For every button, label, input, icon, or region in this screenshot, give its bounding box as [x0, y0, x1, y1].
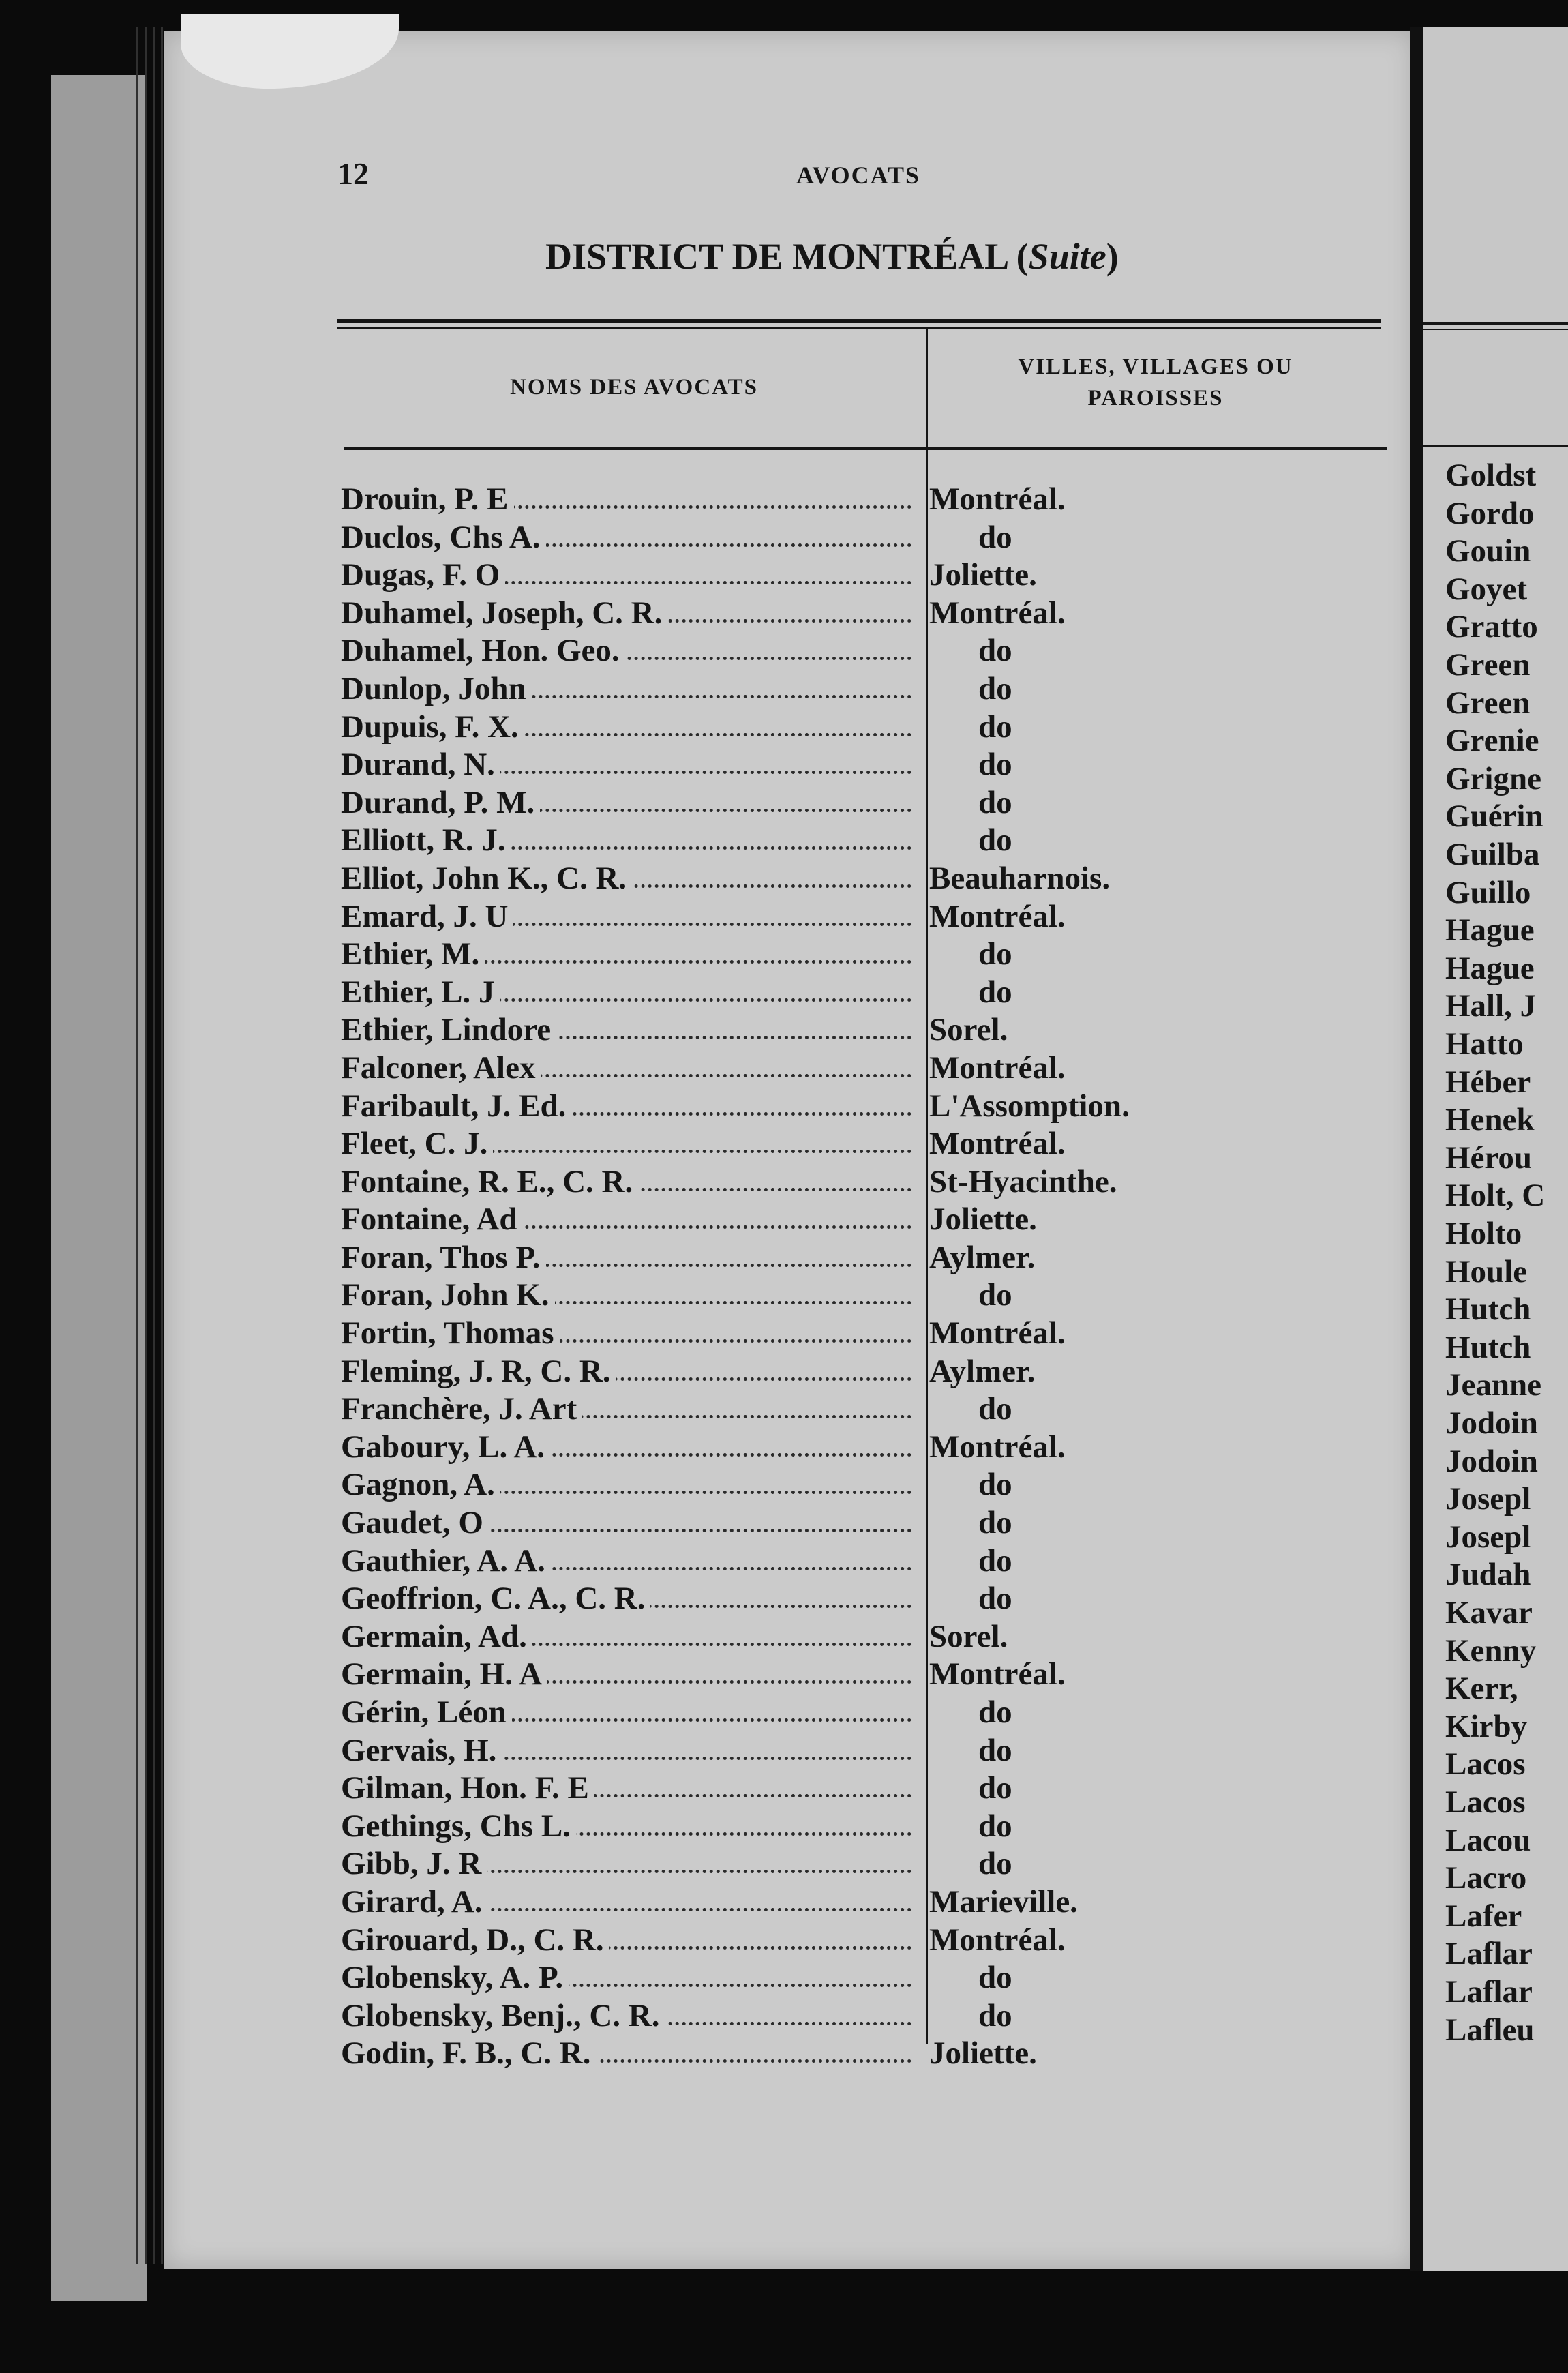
place-name: do [978, 633, 1012, 669]
place-name: Montréal. [929, 1315, 1066, 1352]
lawyer-name-cell [341, 1580, 924, 1617]
lawyer-name: Falconer, Alex [341, 1050, 541, 1086]
lawyer-name-cell [341, 746, 924, 783]
place-name: do [978, 822, 1012, 859]
lawyer-name: Ethier, Lindore [341, 1012, 556, 1047]
right-page-fragment: Kirby [1445, 1708, 1528, 1744]
lawyer-name-cell [341, 1049, 924, 1087]
column-header-places-line2: PAROISSES [1087, 386, 1224, 411]
table-row [341, 1011, 1254, 1049]
right-page-fragment: Green [1445, 647, 1531, 683]
running-head: AVOCATS [796, 162, 920, 189]
table-row [341, 1997, 1254, 2035]
place-name: do [978, 1277, 1012, 1313]
table-row [341, 1277, 1254, 1315]
lawyer-name-cell [341, 1845, 924, 1883]
table-row [341, 1694, 1254, 1732]
lawyer-name-cell [341, 1390, 924, 1428]
table-row [341, 632, 1254, 670]
lawyer-name-cell [341, 1277, 924, 1314]
lawyer-name-cell [341, 1542, 924, 1580]
lawyer-name-cell [341, 1429, 924, 1466]
table-row [341, 898, 1254, 936]
place-name: Aylmer. [929, 1353, 1036, 1389]
right-page-fragment: Hague [1445, 950, 1535, 986]
lawyer-name: Globensky, A. P. [341, 1960, 569, 1995]
table-row [341, 1315, 1254, 1353]
page-edge-line [153, 27, 155, 2264]
lawyer-name: Fortin, Thomas [341, 1315, 560, 1351]
place-name: Montréal. [929, 898, 1066, 934]
lawyer-name: Gaudet, O [341, 1505, 489, 1540]
right-page-fragment: Lafer [1445, 1898, 1522, 1934]
right-page-fragment: Lafleu [1445, 2012, 1535, 2048]
lawyer-name: Duclos, Chs A. [341, 520, 546, 555]
lawyer-name-cell [341, 556, 924, 594]
lawyer-name: Gilman, Hon. F. E [341, 1770, 594, 1806]
lawyer-name-cell [341, 2035, 924, 2072]
lawyer-name: Dunlop, John [341, 671, 532, 706]
place-name: Joliette. [929, 2035, 1037, 2072]
table-row [341, 670, 1254, 708]
place-name: do [978, 519, 1012, 555]
right-page-fragment: Hatto [1445, 1026, 1524, 1062]
place-name: do [978, 1997, 1012, 2033]
right-page-fragment: Josepl [1445, 1481, 1531, 1517]
place-name: do [978, 1505, 1012, 1541]
lawyer-name: Germain, Ad. [341, 1619, 532, 1654]
lawyer-name-cell [341, 1770, 924, 1807]
place-name: do [978, 1542, 1012, 1579]
place-name: Montréal. [929, 481, 1066, 517]
table-row [341, 1504, 1254, 1542]
table-row [341, 974, 1254, 1012]
right-page-fragment: Goyet [1445, 571, 1528, 607]
lawyer-name: Elliott, R. J. [341, 822, 511, 858]
title-close: ) [1106, 236, 1119, 277]
column-header-places-line1: VILLES, VILLAGES OU [1018, 355, 1293, 379]
header-rule-top-thin [337, 327, 1381, 329]
lawyer-name-cell [341, 1011, 924, 1049]
right-page-fragment: Héber [1445, 1064, 1531, 1100]
lawyer-name-cell [341, 1997, 924, 2035]
lawyer-name: Fleming, J. R, C. R. [341, 1354, 616, 1389]
lawyer-name-cell [341, 1239, 924, 1277]
header-rule-bottom [344, 447, 1387, 450]
table-row [341, 1959, 1254, 1997]
right-page-rule [1423, 445, 1568, 447]
table-row [341, 595, 1254, 633]
place-name: St-Hyacinthe. [929, 1163, 1117, 1199]
table-row [341, 1239, 1254, 1277]
lawyer-name: Germain, H. A [341, 1656, 547, 1692]
place-name: Montréal. [929, 1429, 1066, 1465]
book-gutter [1410, 27, 1425, 2271]
table-row [341, 1883, 1254, 1922]
place-name: Joliette. [929, 557, 1037, 593]
right-page-fragment: Josepl [1445, 1519, 1531, 1555]
table-row [341, 1088, 1254, 1126]
lawyer-name-cell [341, 1618, 924, 1656]
lawyer-name: Gauthier, A. A. [341, 1543, 551, 1579]
right-page-fragment: Grigne [1445, 760, 1541, 796]
table-row [341, 1466, 1254, 1504]
right-page-fragment: Guérin [1445, 799, 1543, 835]
lawyer-name-cell [341, 1125, 924, 1163]
lawyer-name: Elliot, John K., C. R. [341, 861, 632, 896]
lawyer-name: Girard, A. [341, 1884, 488, 1920]
lawyer-name-cell [341, 974, 924, 1011]
lawyer-name-cell [341, 1656, 924, 1693]
title-main: DISTRICT DE MONTRÉAL ( [545, 236, 1029, 277]
lawyer-name: Duhamel, Joseph, C. R. [341, 595, 667, 631]
place-name: do [978, 1808, 1012, 1844]
right-page-fragment: Holt, C [1445, 1178, 1546, 1214]
table-row [341, 1618, 1254, 1656]
lawyer-name: Gibb, J. R [341, 1846, 487, 1881]
lawyer-name-cell [341, 898, 924, 936]
lawyer-name: Girouard, D., C. R. [341, 1922, 609, 1958]
page-edge-line [136, 27, 138, 2264]
right-page-fragment: Grenie [1445, 723, 1539, 759]
lawyer-name: Franchère, J. Art [341, 1391, 582, 1427]
table-row [341, 746, 1254, 784]
lawyer-name-cell [341, 481, 924, 518]
lawyer-name: Ethier, M. [341, 936, 485, 972]
place-name: do [978, 1770, 1012, 1806]
lawyer-name: Emard, J. U [341, 899, 513, 934]
place-name: do [978, 936, 1012, 972]
right-page-fragment: Kenny [1445, 1632, 1537, 1669]
lawyer-name-cell [341, 860, 924, 897]
place-name: Montréal. [929, 1049, 1066, 1086]
place-name: Montréal. [929, 1922, 1066, 1958]
place-name: do [978, 670, 1012, 706]
table-row [341, 1808, 1254, 1846]
right-page-fragment: Lacou [1445, 1822, 1531, 1858]
title-suite: Suite [1028, 236, 1106, 277]
lawyer-name-cell [341, 1694, 924, 1731]
lawyer-name: Foran, John K. [341, 1277, 555, 1313]
place-name: do [978, 1391, 1012, 1427]
right-page-fragment: Hutch [1445, 1292, 1531, 1328]
lawyer-name-cell [341, 1504, 924, 1542]
right-page-fragment: Hutch [1445, 1329, 1531, 1365]
header-rule-top [337, 319, 1381, 323]
right-page-fragment: Guillo [1445, 874, 1531, 910]
right-page-rule [1423, 322, 1568, 325]
table-row [341, 1125, 1254, 1163]
place-name: do [978, 1846, 1012, 1882]
lawyer-name: Gaboury, L. A. [341, 1429, 550, 1465]
lawyer-name-cell [341, 595, 924, 632]
table-row [341, 1390, 1254, 1429]
place-name: Sorel. [929, 1618, 1008, 1654]
lawyer-name: Drouin, P. E [341, 481, 514, 517]
column-header-places [934, 351, 1377, 414]
table-row [341, 860, 1254, 898]
lawyer-name-cell [341, 1163, 924, 1201]
lawyer-name-cell [341, 1088, 924, 1125]
right-page-fragment: Kerr, [1445, 1671, 1518, 1707]
place-name: do [978, 974, 1012, 1010]
place-name: L'Assomption. [929, 1088, 1130, 1124]
place-name: Montréal. [929, 595, 1066, 631]
lawyer-name-cell [341, 1201, 924, 1238]
lawyer-name: Duhamel, Hon. Geo. [341, 633, 625, 668]
right-page-fragment: Lacos [1445, 1785, 1526, 1820]
right-page-fragment: Henek [1445, 1102, 1535, 1138]
right-page-fragment: Jeanne [1445, 1367, 1541, 1403]
place-name: Marieville. [929, 1883, 1078, 1920]
right-page-fragment: Guilba [1445, 837, 1540, 872]
lawyer-name-cell [341, 822, 924, 859]
right-page [1423, 27, 1568, 2271]
lawyer-name-cell [341, 1922, 924, 1959]
table-row [341, 822, 1254, 860]
lawyer-name: Faribault, J. Ed. [341, 1088, 571, 1124]
lawyer-name: Geoffrion, C. A., C. R. [341, 1581, 650, 1616]
place-name: do [978, 1467, 1012, 1503]
lawyer-name: Gethings, Chs L. [341, 1808, 576, 1844]
table-row [341, 481, 1254, 519]
place-name: do [978, 1732, 1012, 1768]
place-name: Montréal. [929, 1656, 1066, 1692]
lawyer-name: Ethier, L. J [341, 974, 500, 1010]
table-row [341, 519, 1254, 557]
table-row [341, 708, 1254, 747]
right-page-fragment: Green [1445, 685, 1531, 721]
table-row [341, 2035, 1254, 2073]
page-edge-line [161, 27, 163, 2264]
lawyer-list [341, 481, 1254, 2073]
lawyer-name: Fontaine, Ad [341, 1202, 523, 1237]
right-page-fragment: Lacro [1445, 1860, 1527, 1896]
lawyer-name-cell [341, 1315, 924, 1352]
lawyer-name: Globensky, Benj., C. R. [341, 1998, 665, 2033]
right-page-fragment: Gouin [1445, 533, 1531, 569]
right-page-fragment: Laflar [1445, 1936, 1533, 1972]
lawyer-name-cell [341, 519, 924, 556]
table-row [341, 1353, 1254, 1391]
lawyer-name: Fontaine, R. E., C. R. [341, 1164, 638, 1199]
lawyer-name: Gagnon, A. [341, 1467, 500, 1502]
right-page-fragment: Hérou [1445, 1139, 1533, 1176]
place-name: do [978, 784, 1012, 820]
lawyer-name: Dupuis, F. X. [341, 709, 524, 745]
lawyer-name: Dugas, F. O [341, 557, 505, 593]
right-page-fragment: Gordo [1445, 495, 1535, 531]
lawyer-name: Foran, Thos P. [341, 1240, 546, 1275]
table-row [341, 784, 1254, 822]
lawyer-name: Durand, P. M. [341, 785, 540, 820]
table-row [341, 1770, 1254, 1808]
table-row [341, 1922, 1254, 1960]
lawyer-name-cell [341, 936, 924, 973]
page-edge-line [145, 27, 147, 2264]
page-stack-edges [51, 75, 147, 2301]
place-name: do [978, 1695, 1012, 1730]
right-page-fragment: Lacos [1445, 1746, 1526, 1782]
lawyer-name-cell [341, 632, 924, 670]
table-row [341, 1163, 1254, 1202]
table-row [341, 1542, 1254, 1581]
table-row [341, 1201, 1254, 1239]
lawyer-name-cell [341, 1883, 924, 1921]
place-name: Montréal. [929, 1126, 1066, 1162]
table-row [341, 1580, 1254, 1618]
lawyer-name-cell [341, 708, 924, 746]
place-name: Sorel. [929, 1012, 1008, 1048]
right-page-fragment: Laflar [1445, 1974, 1533, 2010]
right-page-fragment: Jodoin [1445, 1443, 1538, 1479]
lawyer-name: Gérin, Léon [341, 1695, 512, 1730]
lawyer-name: Godin, F. B., C. R. [341, 2035, 597, 2071]
right-page-fragment: Jodoin [1445, 1405, 1538, 1441]
place-name: do [978, 1960, 1012, 1996]
lawyer-name-cell [341, 1353, 924, 1390]
table-row [341, 1732, 1254, 1770]
lawyer-name-cell [341, 1466, 924, 1504]
table-row [341, 1656, 1254, 1694]
right-page-fragment: Hall, J [1445, 988, 1537, 1024]
page-title [545, 235, 1119, 278]
table-row [341, 556, 1254, 595]
right-page-fragment: Holto [1445, 1216, 1522, 1251]
right-page-fragment: Houle [1445, 1253, 1528, 1289]
right-page-rule [1423, 329, 1568, 330]
right-page-fragment: Judah [1445, 1557, 1531, 1593]
place-name: do [978, 747, 1012, 783]
place-name: Joliette. [929, 1202, 1037, 1238]
lawyer-name-cell [341, 1732, 924, 1770]
lawyer-name: Fleet, C. J. [341, 1126, 493, 1161]
table-row [341, 1429, 1254, 1467]
place-name: Aylmer. [929, 1239, 1036, 1275]
column-header-names: NOMS DES AVOCATS [510, 375, 758, 400]
place-name: do [978, 708, 1012, 745]
lawyer-name-cell [341, 670, 924, 708]
right-page-fragment: Hague [1445, 912, 1535, 949]
table-row [341, 1049, 1254, 1088]
right-page-fragment: Gratto [1445, 609, 1538, 645]
page-number: 12 [337, 156, 369, 191]
right-page-fragment: Goldst [1445, 458, 1537, 493]
lawyer-name: Durand, N. [341, 747, 500, 782]
table-row [341, 1845, 1254, 1883]
table-row [341, 936, 1254, 974]
lawyer-name-cell [341, 1808, 924, 1845]
lawyer-name-cell [341, 784, 924, 822]
place-name: do [978, 1581, 1012, 1617]
lawyer-name: Gervais, H. [341, 1733, 502, 1768]
right-page-fragment: Kavar [1445, 1595, 1533, 1630]
place-name: Beauharnois. [929, 860, 1111, 896]
lawyer-name-cell [341, 1959, 924, 1997]
